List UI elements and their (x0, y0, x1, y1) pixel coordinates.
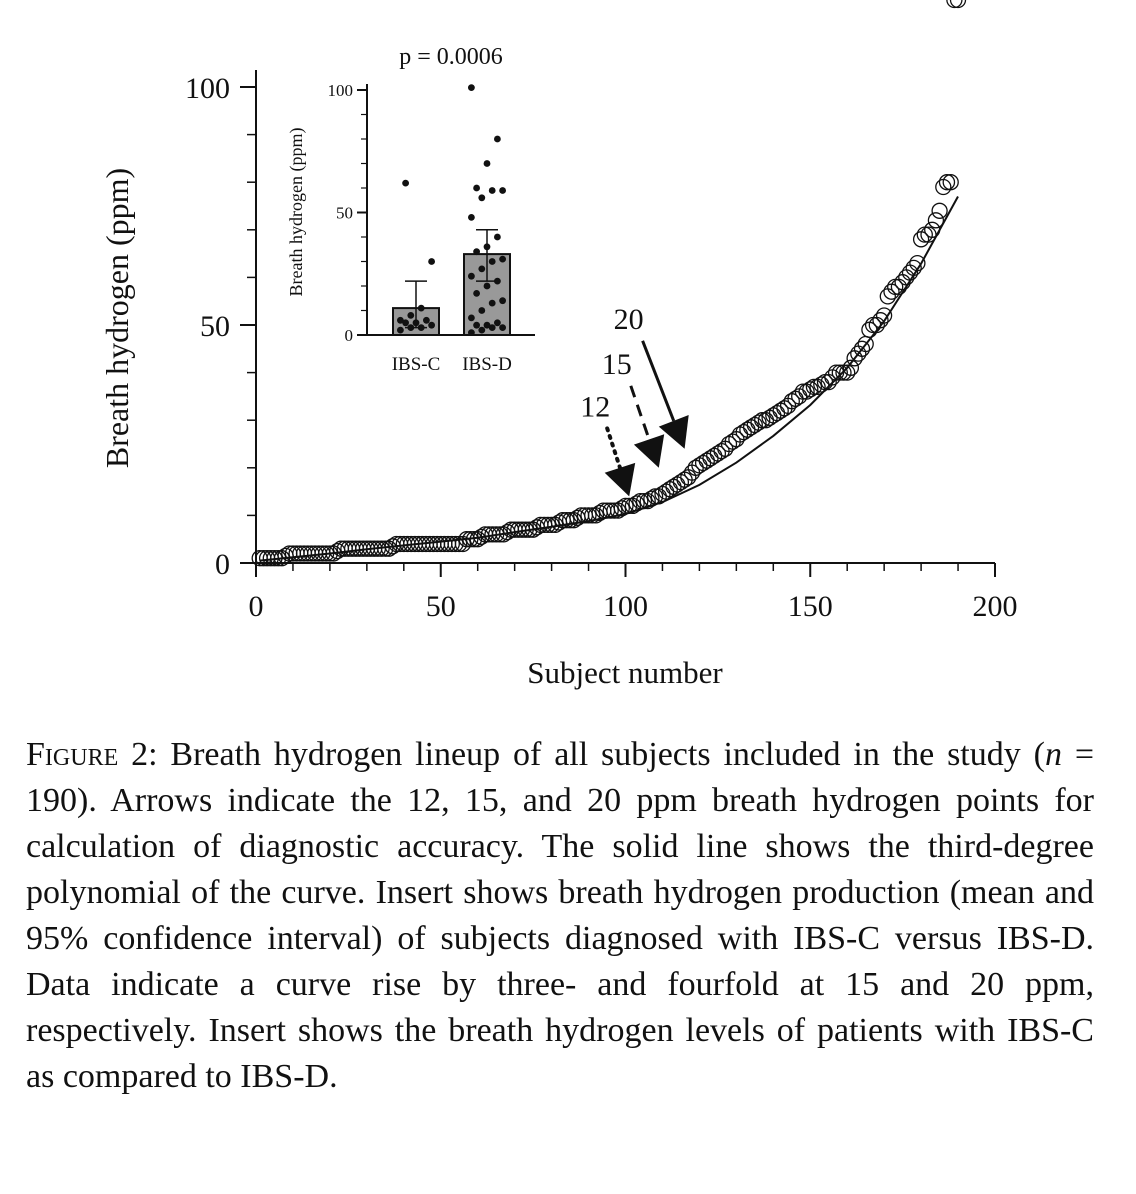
x-tick-label: 200 (972, 590, 1018, 623)
inset-y-tick-label: 100 (327, 81, 353, 100)
inset-data-point (489, 300, 496, 307)
inset-data-point (494, 136, 501, 143)
data-point (940, 175, 955, 190)
x-tick-label: 50 (425, 590, 456, 623)
inset-data-point (478, 194, 485, 201)
inset-x-label: IBS-C (391, 354, 441, 375)
inset-data-point (499, 324, 506, 331)
inset-data-point (413, 319, 420, 326)
arrow-shaft-15 (631, 386, 649, 440)
inset-data-point (494, 278, 501, 285)
arrow-head-12 (605, 463, 636, 497)
inset-data-point (489, 187, 496, 194)
x-tick-label: 0 (248, 590, 264, 623)
inset-data-point (468, 214, 475, 221)
caption-n-symbol: n (1044, 736, 1062, 773)
inset-data-point (468, 273, 475, 280)
main-chart-points (252, 0, 965, 566)
inset-data-point (397, 317, 404, 324)
inset-data-point (499, 187, 506, 194)
x-tick-label: 150 (787, 590, 833, 623)
inset-data-point (484, 283, 491, 290)
caption-text-2: = 190). Arrows indicate the 12, 15, and 20 ppm breath hydrogen points for calculation of diagnostic accuracy. The solid line shows the third-degree polynomial of the curve. Insert shows breath hydrogen production (mean and 95% confidence interval) of subjects diagnosed with IBS-C versus IBS-D. Data indicate a curve rise by three- and fourfold at 15 and 20 ppm, respectively. Insert shows the breath hydrogen levels of patients with IBS-C as compared to IBS-D. (26, 736, 1094, 1095)
y-tick-label: 50 (200, 310, 230, 343)
inset-data-point (489, 258, 496, 265)
caption-label: Figure 2: (26, 736, 158, 773)
inset-data-point (494, 234, 501, 241)
figure-caption (26, 732, 1094, 1100)
inset-y-tick-label: 0 (344, 326, 353, 345)
inset-data-point (478, 327, 485, 334)
inset-title: p = 0.0006 (399, 44, 503, 70)
inset-data-point (478, 307, 485, 314)
arrow-label-15: 15 (601, 347, 632, 381)
y-tick-label: 100 (185, 72, 230, 105)
x-tick-label: 100 (603, 590, 648, 623)
inset-bar-chart (286, 44, 535, 375)
inset-data-point (473, 290, 480, 297)
inset-y-axis-title: Breath hydrogen (ppm) (286, 127, 306, 297)
inset-data-point (484, 322, 491, 329)
threshold-arrows (580, 303, 689, 497)
inset-data-point (407, 312, 414, 319)
inset-data-point (428, 322, 435, 329)
inset-data-point (473, 322, 480, 329)
inset-data-point (397, 327, 404, 334)
arrow-shaft-20 (643, 341, 674, 421)
inset-data-point (484, 160, 491, 167)
inset-data-point (402, 180, 409, 187)
inset-data-point (423, 317, 430, 324)
arrow-label-12: 12 (580, 390, 611, 424)
inset-data-point (499, 256, 506, 263)
inset-data-point (473, 185, 480, 192)
arrow-label-20: 20 (613, 302, 644, 336)
x-axis-title: Subject number (527, 655, 723, 690)
inset-data-point (407, 324, 414, 331)
inset-data-point (478, 266, 485, 273)
inset-data-point (494, 319, 501, 326)
y-axis-title: Breath hydrogen (ppm) (99, 167, 135, 469)
inset-data-point (468, 315, 475, 322)
inset-data-point (484, 243, 491, 250)
y-tick-label: 0 (215, 548, 230, 581)
arrow-shaft-12 (607, 428, 620, 467)
inset-data-point (473, 248, 480, 255)
inset-data-point (418, 324, 425, 331)
data-point (932, 203, 947, 218)
inset-data-point (468, 84, 475, 91)
main-chart-axes (99, 70, 1018, 690)
inset-data-point (428, 258, 435, 265)
inset-data-point (418, 305, 425, 312)
inset-y-tick-label: 50 (336, 203, 353, 223)
inset-x-label: IBS-D (462, 354, 512, 375)
caption-text-1: Breath hydrogen lineup of all subjects included in the study ( (157, 736, 1045, 773)
inset-data-point (499, 297, 506, 304)
arrow-head-15 (634, 434, 664, 468)
